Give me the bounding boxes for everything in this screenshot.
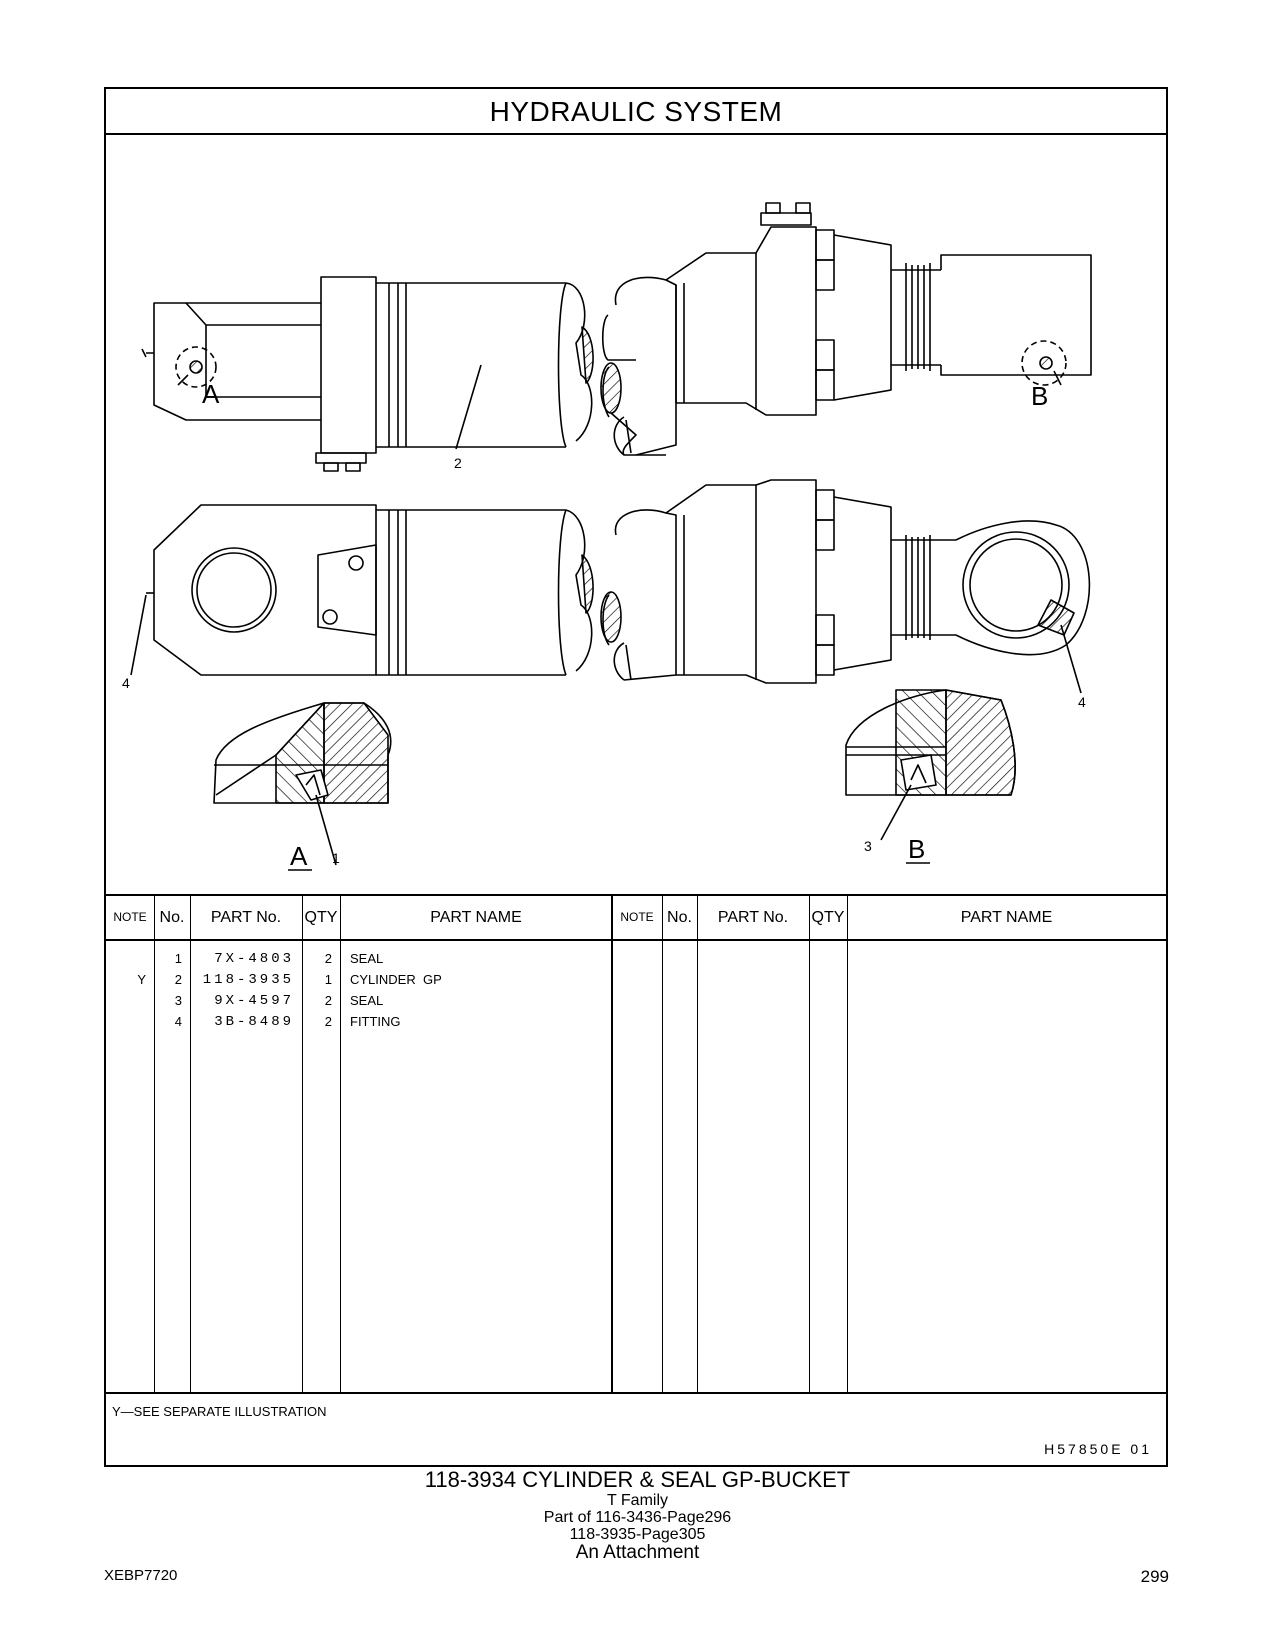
header-note-left: NOTE xyxy=(113,910,147,924)
row-part-no: 9X-4597 xyxy=(214,993,294,1009)
header-part-name-left: PART NAME xyxy=(430,909,522,926)
header-part-name-right: PART NAME xyxy=(960,909,1053,926)
table-row xyxy=(106,1011,1166,1033)
row-part-name: FITTING xyxy=(350,1014,401,1029)
header-no-right: No. xyxy=(667,909,692,926)
header-qty-left: QTY xyxy=(304,909,338,926)
header-note-right: NOTE xyxy=(620,910,654,924)
row-qty: 2 xyxy=(324,951,332,966)
detail-b-section xyxy=(846,690,1015,840)
table-row xyxy=(106,990,1166,1012)
caption-attachment: An Attachment xyxy=(575,1542,700,1563)
top-cylinder-view xyxy=(142,203,1091,471)
detail-label-b: B xyxy=(908,834,926,864)
table-row xyxy=(106,969,1166,991)
header-part-no-right: PART No. xyxy=(717,909,789,926)
row-part-no: 118-3935 xyxy=(202,972,294,988)
row-qty: 2 xyxy=(324,1014,332,1029)
document-id: XEBP7720 xyxy=(104,1567,178,1584)
page-title: HYDRAULIC SYSTEM xyxy=(106,89,1166,135)
header-part-no-left: PART No. xyxy=(210,909,282,926)
parts-table xyxy=(106,894,1166,1393)
cylinder-illustration xyxy=(106,135,1166,893)
row-part-name: SEAL xyxy=(350,951,384,966)
header-no-left: No. xyxy=(159,909,185,926)
callout-3: 3 xyxy=(864,838,872,854)
row-no: 1 xyxy=(174,951,182,966)
cylinder-drawing-svg xyxy=(106,135,1166,893)
row-qty: 1 xyxy=(324,972,332,987)
row-no: 3 xyxy=(174,993,182,1008)
header-qty-right: QTY xyxy=(811,909,845,926)
row-part-no: 7X-4803 xyxy=(214,951,294,967)
view-label-b-top: B xyxy=(1031,381,1049,411)
row-part-name: CYLINDER GP xyxy=(350,972,442,987)
row-part-no: 3B-8489 xyxy=(214,1014,294,1030)
caption-part-of: Part of 116-3436-Page296 xyxy=(543,1509,732,1526)
page-number: 299 xyxy=(1140,1567,1169,1586)
page-caption xyxy=(0,1468,1275,1563)
footnote-area xyxy=(106,1392,1166,1469)
caption-reference: 118-3935-Page305 xyxy=(569,1526,706,1543)
detail-label-a: A xyxy=(290,841,308,871)
bottom-cylinder-view xyxy=(131,480,1089,693)
row-part-name: SEAL xyxy=(350,993,384,1008)
row-note: Y xyxy=(137,972,146,987)
caption-family: T Family xyxy=(606,1492,669,1509)
parts-page-frame xyxy=(104,87,1168,1467)
row-qty: 2 xyxy=(324,993,332,1008)
footnote-text: Y—SEE SEPARATE ILLUSTRATION xyxy=(112,1404,327,1419)
caption-main-title: 118-3934 CYLINDER & SEAL GP-BUCKET xyxy=(424,1467,851,1492)
illustration-code: H57850E 01 xyxy=(1044,1441,1152,1457)
row-no: 4 xyxy=(174,1014,182,1029)
callout-1: 1 xyxy=(332,850,340,866)
view-label-a-top: A xyxy=(202,379,220,409)
table-row xyxy=(106,948,1166,970)
parts-table-header xyxy=(106,896,1166,941)
callout-4-left: 4 xyxy=(122,675,130,691)
callout-2: 2 xyxy=(454,455,462,471)
callout-4-right: 4 xyxy=(1078,694,1086,710)
row-no: 2 xyxy=(174,972,182,987)
